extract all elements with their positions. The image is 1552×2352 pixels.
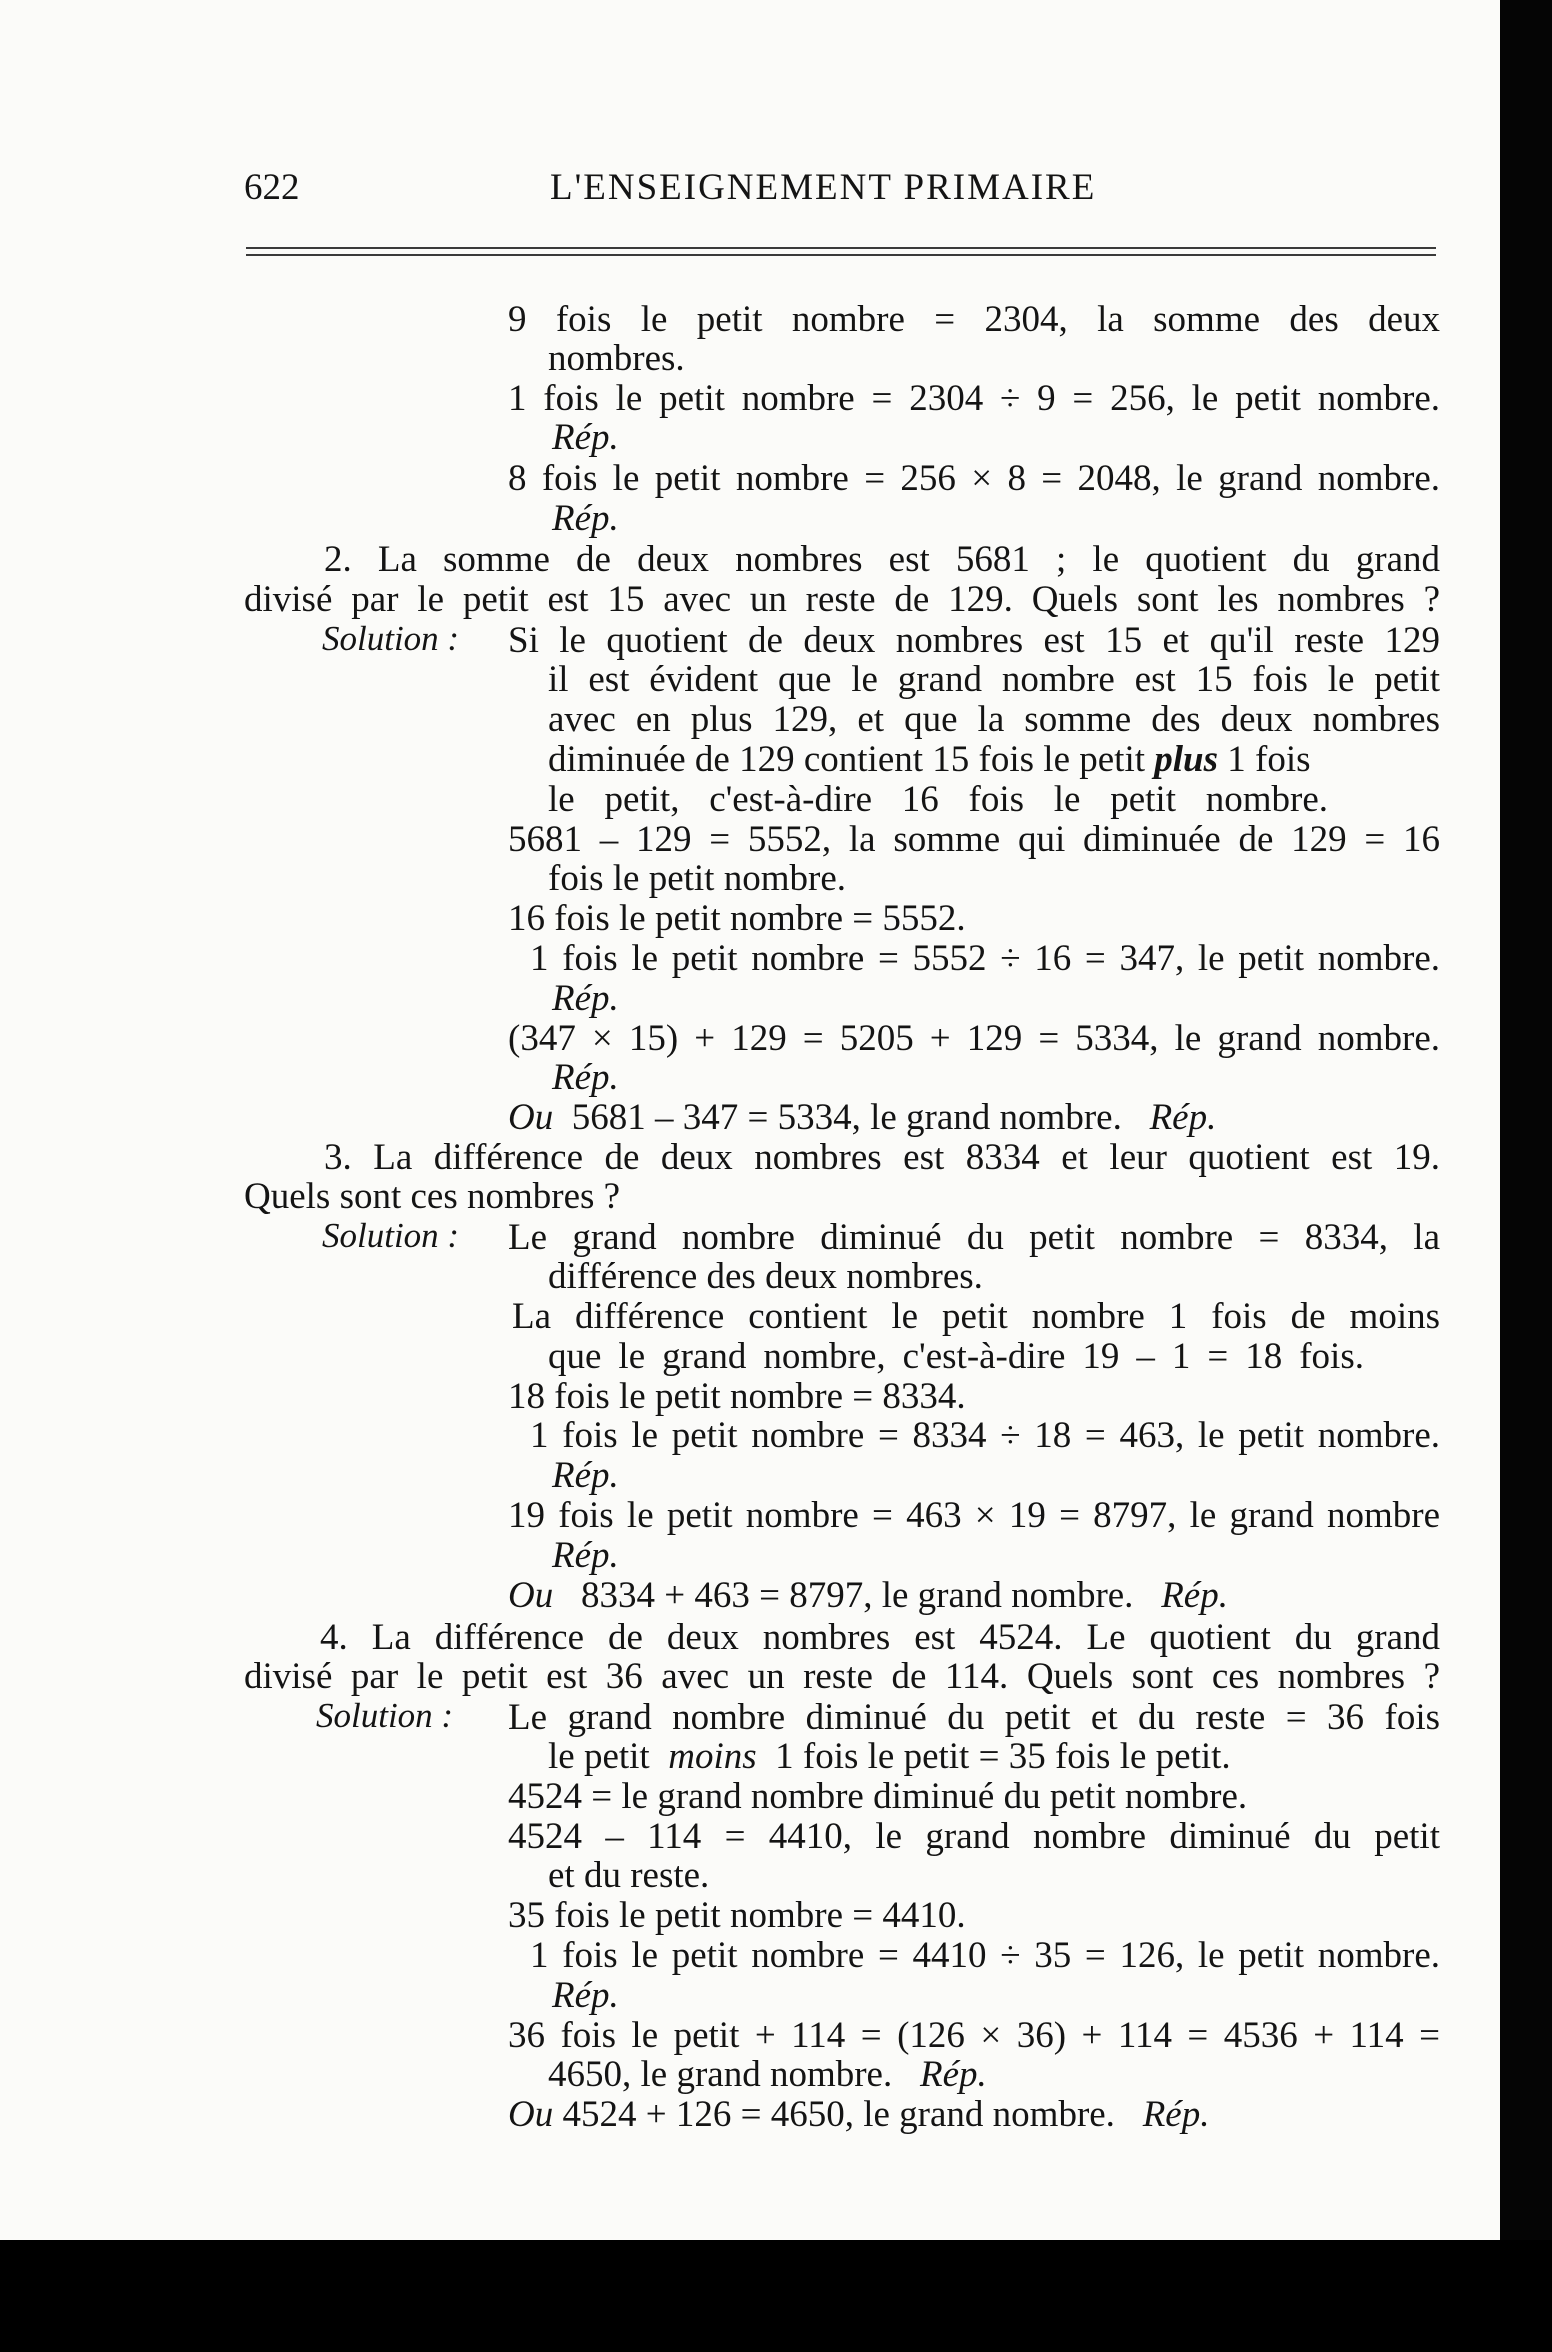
solution-label: Solution : (322, 1216, 460, 1255)
answer-label: Rép. (552, 498, 619, 539)
text-line: il est évident que le grand nombre est 15 fois le petit (548, 660, 1440, 700)
text-line: 36 fois le petit + 114 = (126 × 36) + 114 = 4536 + 114 = (508, 2016, 1440, 2056)
text-line: Ou 5681 – 347 = 5334, le grand nombre. Rép. (508, 1097, 1217, 1138)
text-line: 4650, le grand nombre. Rép. (548, 2054, 987, 2095)
text-line: 8 fois le petit nombre = 256 × 8 = 2048, le grand nombre. (508, 459, 1440, 499)
problem-line: divisé par le petit est 15 avec un reste de 129. Quels sont les nombres ? (244, 580, 1440, 620)
text-line: 1 fois le petit nombre = 2304 ÷ 9 = 256, le petit nombre. (508, 379, 1440, 419)
problem-line: 4. La différence de deux nombres est 4524. Le quotient du grand (320, 1618, 1440, 1658)
text-line: 9 fois le petit nombre = 2304, la somme des deux (508, 300, 1440, 340)
text-line: nombres. (548, 338, 685, 379)
text-line: le petit moins 1 fois le petit = 35 fois le petit. (548, 1736, 1231, 1777)
answer-label: Rép. (552, 1455, 619, 1496)
text-line: La différence contient le petit nombre 1 fois de moins (512, 1297, 1440, 1337)
text-line: 35 fois le petit nombre = 4410. (508, 1895, 966, 1936)
text-line: avec en plus 129, et que la somme des deux nombres (548, 700, 1440, 740)
text-line: 4524 – 114 = 4410, le grand nombre diminué du petit (508, 1817, 1440, 1857)
text-line: Le grand nombre diminué du petit nombre = 8334, la (508, 1218, 1440, 1258)
text-line: 1 fois le petit nombre = 4410 ÷ 35 = 126, le petit nombre. (530, 1936, 1440, 1976)
answer-label: Rép. (552, 417, 619, 458)
text-line: 4524 = le grand nombre diminué du petit nombre. (508, 1776, 1248, 1817)
text-line: différence des deux nombres. (548, 1256, 983, 1297)
text-line: 19 fois le petit nombre = 463 × 19 = 8797, le grand nombre (508, 1496, 1440, 1536)
solution-label: Solution : (316, 1696, 454, 1735)
answer-label: Rép. (552, 978, 619, 1019)
text-line: 5681 – 129 = 5552, la somme qui diminuée de 129 = 16 (508, 820, 1440, 860)
text-line: et du reste. (548, 1855, 710, 1896)
text-line: Le grand nombre diminué du petit et du reste = 36 fois (508, 1698, 1440, 1738)
text-line: diminuée de 129 contient 15 fois le petit plus 1 fois (548, 739, 1311, 780)
text-line: 16 fois le petit nombre = 5552. (508, 898, 966, 939)
header-rule-bottom (246, 254, 1436, 256)
problem-line: divisé par le petit est 36 avec un reste de 114. Quels sont ces nombres ? (244, 1657, 1440, 1697)
scan-border-bottom (0, 2240, 1552, 2352)
answer-label: Rép. (552, 1535, 619, 1576)
page-number: 622 (244, 167, 300, 208)
text-line: fois le petit nombre. (548, 858, 846, 899)
text-line: le petit, c'est-à-dire 16 fois le petit nombre. (548, 780, 1328, 820)
text-line: que le grand nombre, c'est-à-dire 19 – 1 = 18 fois. (548, 1337, 1364, 1377)
answer-label: Rép. (552, 1975, 619, 2016)
solution-label: Solution : (322, 619, 460, 658)
problem-line: 3. La différence de deux nombres est 8334 et leur quotient est 19. (324, 1138, 1440, 1178)
text-line: Ou 8334 + 463 = 8797, le grand nombre. Rép. (508, 1575, 1228, 1616)
scan-border-right (1500, 0, 1552, 2240)
text-line: 1 fois le petit nombre = 8334 ÷ 18 = 463, le petit nombre. (530, 1416, 1440, 1456)
running-title: L'ENSEIGNEMENT PRIMAIRE (550, 167, 1097, 208)
problem-line: Quels sont ces nombres ? (244, 1176, 621, 1217)
text-line: Si le quotient de deux nombres est 15 et qu'il reste 129 (508, 621, 1440, 661)
header-rule-top (246, 247, 1436, 249)
text-line: Ou 4524 + 126 = 4650, le grand nombre. Rép. (508, 2094, 1210, 2135)
answer-label: Rép. (552, 1057, 619, 1098)
text-line: (347 × 15) + 129 = 5205 + 129 = 5334, le grand nombre. (508, 1019, 1440, 1059)
text-line: 18 fois le petit nombre = 8334. (508, 1376, 966, 1417)
text-line: 1 fois le petit nombre = 5552 ÷ 16 = 347, le petit nombre. (530, 939, 1440, 979)
problem-line: 2. La somme de deux nombres est 5681 ; le quotient du grand (324, 540, 1440, 580)
